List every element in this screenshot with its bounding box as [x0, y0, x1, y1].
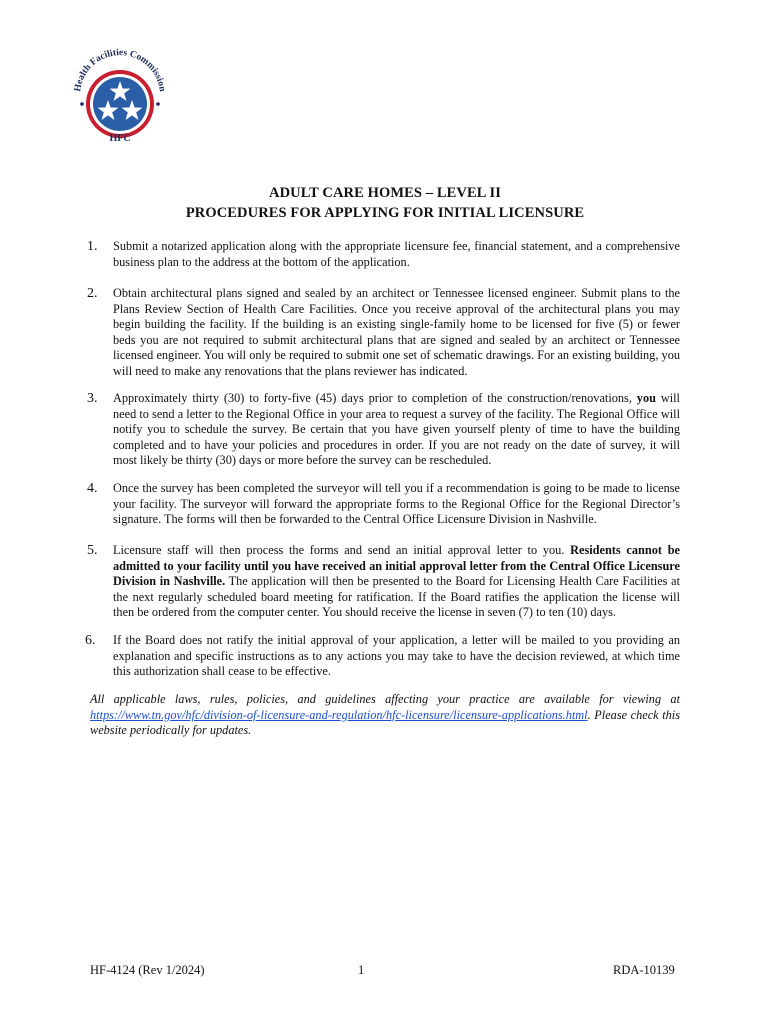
resources-note: All applicable laws, rules, policies, and guidelines affecting your practice are available for viewing at https://www.tn.gov/hfc/division-of-licensure-and-regulation/hfc-licensure/licensure-applications.html. Please check this website periodically for updates. [90, 692, 680, 738]
step-number: 6. [85, 633, 96, 648]
page-number: 1 [358, 963, 365, 977]
step-number: 2. [87, 286, 98, 301]
logo-ring-text: Health Facilities Commission [73, 48, 167, 93]
step-text: Submit a notarized application along with the appropriate licensure fee, financial statement, and a comprehensive business plan to the address at the bottom of the application. [113, 239, 680, 269]
emphasis: you [636, 391, 656, 405]
step-number: 4. [87, 481, 98, 496]
page-title: ADULT CARE HOMES – LEVEL II [269, 185, 501, 201]
page-subtitle: PROCEDURES FOR APPLYING FOR INITIAL LICENSURE [185, 205, 585, 221]
form-id: HF-4124 (Rev 1/2024) [90, 963, 205, 977]
logo-abbrev: HFC [109, 133, 131, 144]
licensure-applications-link[interactable]: https://www.tn.gov/hfc/division-of-licensure-and-regulation/hfc-licensure/licensure-applications.html [90, 707, 588, 722]
step-number: 5. [87, 543, 98, 558]
form-code: RDA-10139 [613, 963, 675, 977]
step-text: Obtain architectural plans signed and sealed by an architect or Tennessee licensed engineer. Submit plans to the Plans Review Section of Health Care Facilities. Once you receive approval of the architectural plans you may begin building the facility. If the building is an existing single-family home to be licensed for five (5) or fewer beds you are not required to submit architectural plans that are signed and sealed by an architect or Tennessee licensed engineer. You will only be required to submit one set of schematic drawings. For an existing building, you will need to make any renovations that the plans reviewer has indicated. [113, 286, 680, 378]
emphasis: Residents cannot be admitted to your facility until you have received an initial approval letter from the Central Office Licensure Division in Nashville. [113, 543, 680, 589]
step-text: Approximately thirty (30) to forty-five (45) days prior to completion of the construction/renovations, you will need to send a letter to the Regional Office in your area to request a survey of the facility. The Regional Office will notify you to schedule the survey. Be certain that you have given yourself plenty of time to have the building completed and to have your policies and procedures in order. If you are not ready on the date of survey, it will most likely be thirty (30) days or more before the survey can be rescheduled. [113, 391, 680, 468]
step-number: 1. [87, 239, 98, 254]
step-text: If the Board does not ratify the initial approval of your application, a letter will be mailed to you providing an explanation and specific instructions as to any actions you may take to have the decision reviewed, at which time this authorization shall cease to be effective. [113, 633, 680, 679]
step-number: 3. [87, 391, 98, 406]
step-text: Once the survey has been completed the surveyor will tell you if a recommendation is going to be made to license your facility. The surveyor will forward the appropriate forms to the Regional Office for the Regional Director’s signature. The forms will then be forwarded to the Central Office Licensure Division in Nashville. [113, 481, 680, 527]
step-text: Licensure staff will then process the forms and send an initial approval letter to you. Residents cannot be admitted to your facility until you have received an initial approval letter from the Central Office Licensure Division in Nashville. The application will then be presented to the Board for Licensing Health Care Facilities at the next regularly scheduled board meeting for ratification. If the Board ratifies the application the license will then be ordered from the computer center. You should receive the license in seven (7) to ten (10) days. [113, 543, 680, 620]
